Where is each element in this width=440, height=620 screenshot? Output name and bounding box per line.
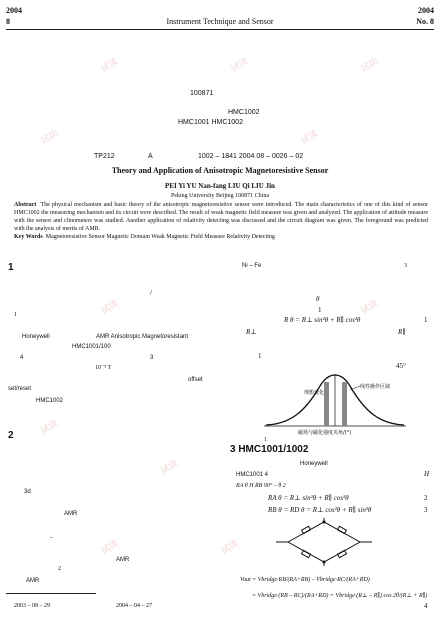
- left-dash: –: [50, 535, 53, 541]
- left-offset: offset: [188, 377, 203, 383]
- equation-3: RB θ = RD θ = R⊥ cos²θ + R∥ sin²θ: [268, 506, 372, 514]
- clc-number: TP212: [94, 153, 115, 160]
- english-authors: PEI Yi YU Nan-fang LIU Qi LIU Jin: [165, 182, 275, 190]
- abstract-text: The physical mechanism and basic theory of the anisotropic magnetoresistive sensor were introduced. The main characteristics of one of this kind of sensor HMC1002 the measuring mechanism and its circuit were described. The result of weak magnetic field measure was given and analyzed. The application of attitude measure with the sensor and clinometers was studied. Another application of relativity detecting was discussed and the circuit diagram was given. The foreground was predicted with the analysis of merits of AMR.: [14, 202, 428, 232]
- postcode: 100871: [190, 90, 214, 97]
- front-line-1: HMC1002: [228, 109, 260, 116]
- right-sup-3: 3: [404, 263, 407, 269]
- resistor-b: [338, 526, 347, 533]
- right-theta: θ: [316, 295, 320, 303]
- left-amr-line: AMR Anisotropic Magnetoresistant: [96, 334, 189, 340]
- watermark: 试读: [359, 298, 381, 317]
- abstract-label: Abstract: [14, 202, 37, 208]
- right-hmc1001: HMC1001 4: [236, 472, 269, 478]
- resistor-c: [302, 550, 311, 557]
- right-honeywell: Honeywell: [300, 461, 328, 467]
- header-year-right: 2004: [418, 6, 434, 15]
- section-2-number: 2: [8, 430, 14, 441]
- watermark: 试读: [99, 298, 121, 317]
- left-field-value: 10⁻⁹ T: [95, 365, 112, 371]
- left-3d: 3d: [24, 489, 31, 495]
- watermark: 试读: [359, 56, 381, 75]
- header-journal: Instrument Technique and Sensor: [166, 17, 274, 26]
- right-nife: Ni – Fe: [242, 263, 262, 269]
- left-hmc1002: HMC1002: [36, 398, 64, 404]
- footnote-rule: [6, 593, 96, 594]
- document-code: A: [148, 153, 153, 160]
- keywords-text: Magnetoresistive Sensor Magnetic Domain Weak Magnetic Field Measure Relativity Detecting: [45, 234, 275, 240]
- resistor-d: [338, 550, 347, 557]
- header-year-left: 2004: [6, 6, 22, 15]
- section-3-heading: 3 HMC1001/1002: [230, 444, 309, 455]
- watermark: 试读: [99, 538, 121, 557]
- right-r-par: R∥: [398, 328, 406, 336]
- watermark: 试读: [39, 128, 61, 147]
- equation-3-number: 3: [424, 506, 428, 514]
- figure-1-bar-left: [324, 382, 329, 426]
- watermark: 试读: [219, 538, 241, 557]
- figure-1-bar-right: [342, 382, 347, 426]
- left-set-reset: set/reset: [8, 386, 32, 392]
- figure-1-curve: [260, 372, 410, 438]
- left-hmc: HMC1001/100: [72, 344, 111, 350]
- front-line-2: HMC1001 HMC1002: [178, 119, 243, 126]
- bridge-node-bottom: [323, 561, 326, 564]
- left-num-4: 4: [20, 355, 24, 361]
- right-one: 1: [318, 306, 322, 314]
- equation-2-number: 2: [424, 494, 428, 502]
- equation-4-line-1: Vout = Vbridge·RB/(RA+RB) – Vbridge·RC/(RA+RD): [240, 577, 370, 583]
- watermark: 试读: [299, 128, 321, 147]
- date-revised: 2004 – 04 – 27: [116, 603, 152, 609]
- watermark: 试读: [159, 458, 181, 477]
- left-amr-1: AMR: [64, 511, 78, 517]
- bridge-node-top: [323, 521, 326, 524]
- figure-1-annotation-right: 线性操作区域: [360, 384, 391, 390]
- watermark: 试读: [39, 418, 61, 437]
- left-num-3: 3: [150, 355, 154, 361]
- figure-1-caption: 1: [264, 437, 267, 443]
- equation-4-line-2: = Vbridge·(RB – RC)/(RA+RD) = Vbridge·(R⊥ – R∥) cos 2θ/(R⊥ + R∥): [252, 593, 428, 599]
- article-number: 1002 – 1841 2004 08 – 0026 – 02: [198, 153, 304, 160]
- left-honeywell: Honeywell: [22, 334, 50, 340]
- section-1-number: 1: [8, 262, 14, 273]
- equation-4-number: 4: [424, 602, 428, 610]
- left-slash: /: [150, 289, 152, 297]
- right-45-deg: 45°: [396, 362, 406, 370]
- right-ra-line: RA θ H RB 90° – θ 2: [236, 483, 286, 489]
- keywords-label: Key Words: [14, 234, 43, 240]
- header-rule: [6, 29, 434, 30]
- left-amr-2: AMR: [116, 557, 130, 563]
- bridge-circuit-diagram: [274, 516, 374, 568]
- equation-1: R θ = R⊥ sin²θ + R∥ cos²θ: [284, 316, 361, 324]
- right-one-b: 1: [258, 352, 262, 360]
- english-abstract: [14, 201, 428, 241]
- equation-1-number: 1: [424, 316, 428, 324]
- bridge-diamond: [288, 522, 360, 562]
- english-title: Theory and Application of Anisotropic Magnetoresistive Sensor: [111, 166, 329, 175]
- left-sup-2: 2: [58, 566, 61, 572]
- equation-2: RA θ = R⊥ sin²θ + R∥ cos²θ: [268, 494, 349, 502]
- figure-1-annotation-left: 理想变化: [304, 390, 325, 396]
- right-r-perp: R⊥: [246, 328, 257, 336]
- english-affiliation: Peking University Beijing 100871 China: [171, 193, 269, 199]
- figure-1-axis-label: 磁场与磁化强度夹角/(°): [298, 430, 352, 436]
- left-amr-3: AMR: [26, 578, 40, 584]
- header-page-number: 8: [6, 17, 10, 26]
- left-sup-1: 1: [14, 312, 17, 318]
- header-issue: No. 8: [416, 17, 434, 26]
- watermark: 试读: [99, 56, 121, 75]
- date-received: 2003 – 08 – 29: [14, 603, 50, 609]
- watermark: 试读: [229, 56, 251, 75]
- right-h: H: [424, 470, 430, 478]
- resistor-a: [302, 526, 311, 533]
